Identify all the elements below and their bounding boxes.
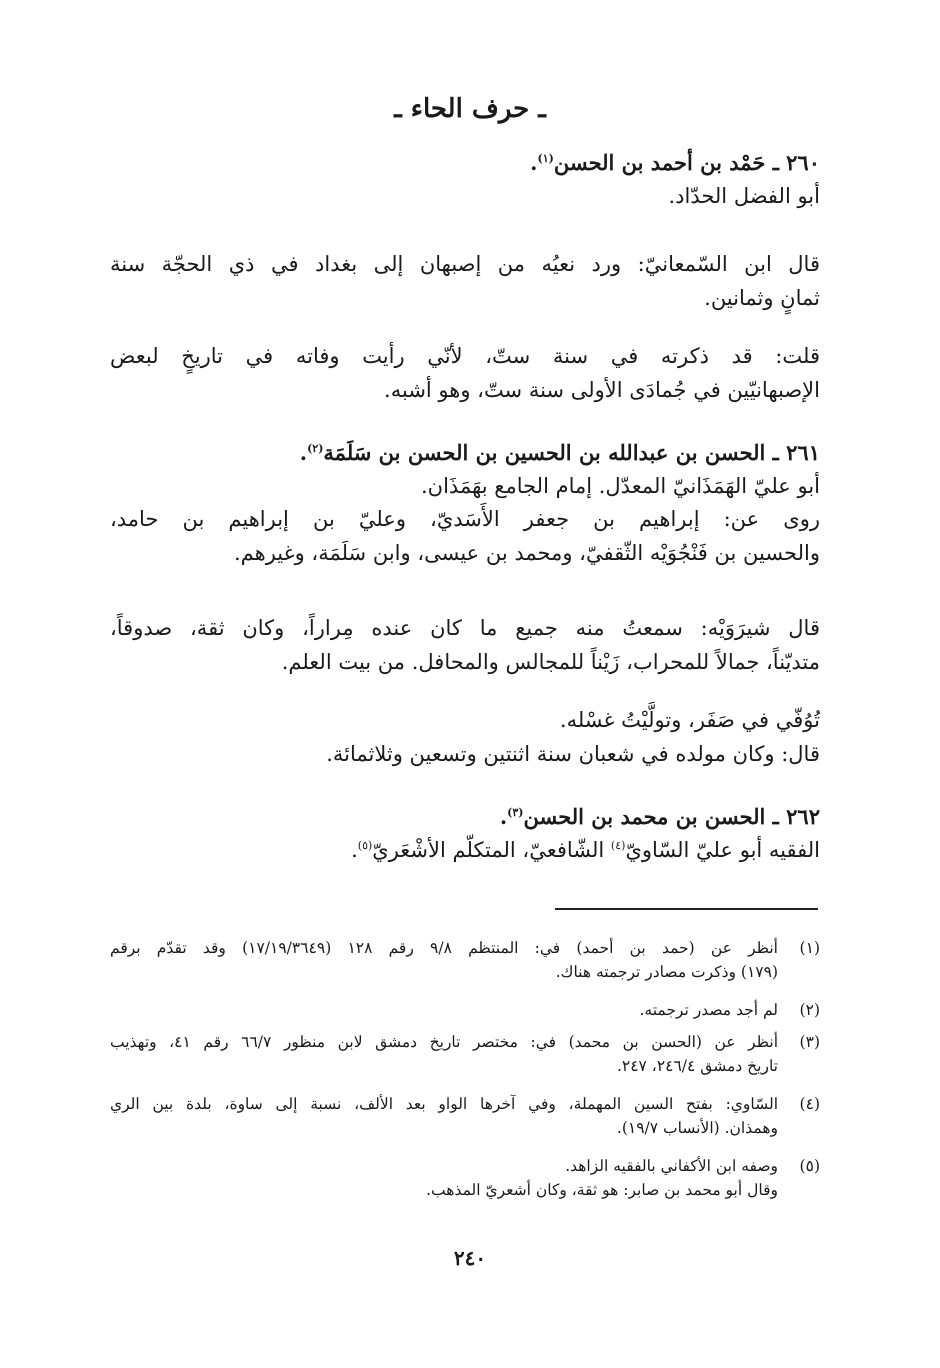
footnote-line: تاريخ دمشق ٢٤٦/٤، ٢٤٧. <box>616 1057 778 1076</box>
footnote-marker[interactable]: (٤) <box>610 838 626 852</box>
entry-260-paragraph-2 <box>110 340 820 407</box>
footnote-line: وقال أبو محمد بن صابر: هو ثقة، وكان أشعريّ المذهب. <box>426 1181 778 1200</box>
footnote-number: (١) <box>799 939 820 957</box>
entry-261-paragraph-3 <box>110 704 820 771</box>
text-line: قال ابن السّمعانيّ: ورد نعيُه من إصبهان إلى بغداد في ذي الحجّة سنة <box>110 252 820 276</box>
entry-heading: ٢٦١ ـ الحسن بن عبدالله بن الحسين بن الحسن بن سَلَمَة$^{(٢)}$. <box>299 440 820 465</box>
footnote-4 <box>110 1092 820 1140</box>
footnote-marker[interactable]: (٢) <box>307 442 324 455</box>
footnote-divider <box>555 908 818 910</box>
entry-heading: ٢٦٢ ـ الحسن بن محمد بن الحسن$^{(٣)}$. <box>499 804 820 829</box>
page-number: ٢٤٠ <box>453 1246 487 1270</box>
text-line: قال شيرَوَيْه: سمعتُ منه جميع ما كان عنده مِراراً، وكان ثقة، صدوقاً، <box>110 616 820 640</box>
footnote-3 <box>110 1030 820 1078</box>
footnote-line: وصفه ابن الأكفاني بالفقيه الزاهد. <box>565 1157 778 1175</box>
footnote-2 <box>110 998 820 1022</box>
footnote-number: (٢) <box>799 1001 820 1019</box>
footnote-line: وهمذان. (الأنساب ١٩/٧). <box>616 1119 778 1138</box>
footnote-number: (٥) <box>799 1157 820 1175</box>
entry-heading: ٢٦٠ ـ حَمْد بن أحمد بن الحسن$^{(١)}$. <box>530 150 820 175</box>
footnote-number: (٤) <box>799 1095 820 1113</box>
footnote-number: (٣) <box>799 1033 820 1051</box>
footnote-5 <box>110 1154 820 1202</box>
footnote-line: (١٧٩) وذكرت مصادر ترجمته هناك. <box>555 963 778 982</box>
footnote-line: أنظر عن (الحسن بن محمد) في: مختصر تاريخ دمشق لابن منظور ٦٦/٧ رقم ٤١، وتهذيب <box>110 1033 779 1051</box>
footnote-line: لم أجد مصدر ترجمته. <box>639 1001 778 1019</box>
footnote-marker[interactable]: (٣) <box>507 806 524 819</box>
footnote-line: السّاوي: بفتح السين المهملة، وفي آخرها الواو بعد الألف، نسبة إلى ساوة، بلدة بين الري <box>110 1095 778 1113</box>
text-line: والحسين بن فَنْجُوَيْه الثّقفيّ، ومحمد بن عيسى، وابن سَلَمَة، وغيرهم. <box>233 540 820 565</box>
entry-260 <box>110 146 820 213</box>
entry-subtitle: الفقيه أبو عليّ السّاويّ$^{(٤)}$ الشّافعيّ، المتكلّم الأشْعَريّ$^{(٥)}$. <box>351 837 820 862</box>
entry-261 <box>110 436 820 570</box>
entry-262 <box>110 800 820 867</box>
text-line: قال: وكان مولده في شعبان سنة اثنتين وتسعين وثلاثمائة. <box>326 741 820 766</box>
entry-subtitle: أبو عليّ الهَمَذَانيّ المعدّل. إمام الجامع بهَمَذَان. <box>421 473 820 498</box>
text-line: روى عن: إبراهيم بن جعفر الأَسَديّ، وعليّ بن إبراهيم بن حامد، <box>110 507 820 532</box>
text-line: متديّناً، جمالاً للمحراب، زَيْناً للمجالس والمحافل. من بيت العلم. <box>281 649 820 674</box>
entry-260-paragraph-1 <box>110 248 820 315</box>
footnote-marker[interactable]: (١) <box>537 152 554 165</box>
footnote-marker[interactable]: (٥) <box>357 838 373 852</box>
footnote-line: أنظر عن (حمد بن أحمد) في: المنتظم ٩/٨ رقم ١٢٨ (١٧/١٩/٣٦٤٩) وقد تقدّم برقم <box>110 939 778 957</box>
footnote-1 <box>110 936 820 984</box>
text-line: ثمانٍ وثمانين. <box>704 285 820 310</box>
text-line: الإصبهانيّين في جُمادَى الأولى سنة ستّ، وهو أشبه. <box>384 377 820 402</box>
entry-261-paragraph-2 <box>110 612 820 679</box>
entry-subtitle: أبو الفضل الحدّاد. <box>668 183 820 208</box>
text-line: قلت: قد ذكرته في سنة ستّ، لأنّي رأيت وفاته في تاريخٍ لبعض <box>110 344 820 368</box>
text-line: تُوُفّي في صَفَر، وتولَّيْتُ غسْله. <box>559 708 820 732</box>
section-title: ـ حرف الحاء ـ <box>394 94 546 124</box>
